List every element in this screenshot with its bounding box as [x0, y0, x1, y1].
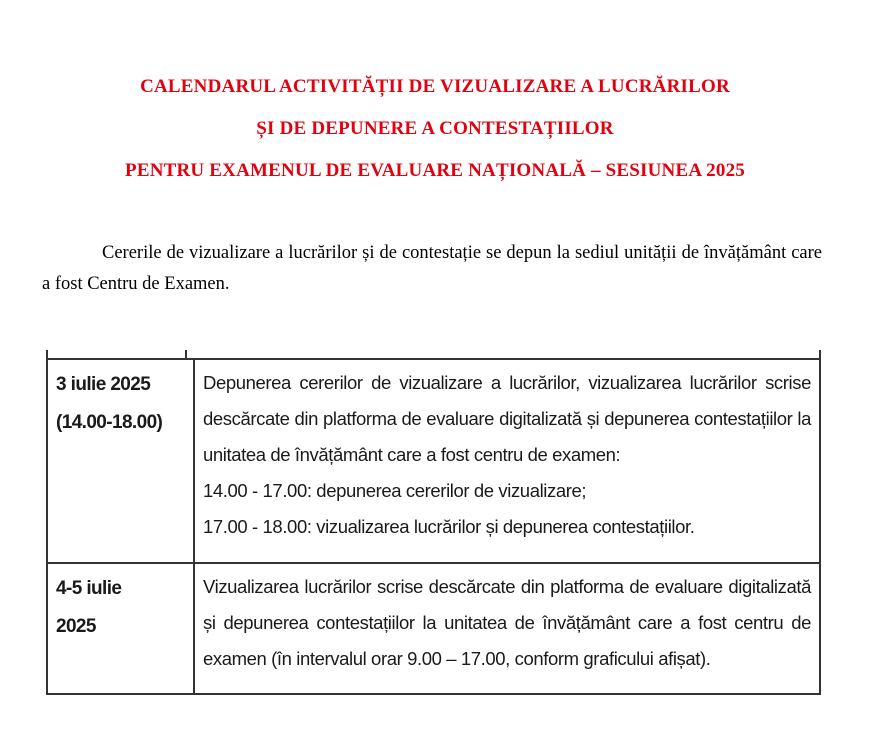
time-range: (14.00-18.00) [56, 412, 163, 433]
date-cell [47, 359, 194, 563]
detail-line: 14.00 - 17.00: depunerea cererilor de vizualizare; [203, 480, 587, 501]
schedule-table-scan [46, 350, 821, 685]
title-line-3: PENTRU EXAMENUL DE EVALUARE NAȚIONALĂ – SESIUNEA 2025 [125, 160, 745, 181]
title-line-1: CALENDARUL ACTIVITĂȚII DE VIZUALIZARE A LUCRĂRILOR [140, 76, 730, 97]
table-row [47, 563, 820, 694]
table-row [47, 359, 820, 563]
description-cell [194, 359, 820, 563]
date-cell [47, 563, 194, 694]
date-line: 4-5 iulie [56, 578, 122, 599]
intro-paragraph [42, 238, 822, 300]
date-line: 2025 [56, 616, 96, 637]
description-cell [194, 563, 820, 694]
date-line: 3 iulie 2025 [56, 374, 151, 395]
description-text: Vizualizarea lucrărilor scrise descărcate din platforma de evaluare digitalizată și depunerea contestațiilor la unitatea de învățământ care a fost centru de examen (în intervalul orar 9.00 – 17.00, conform graficului afișat). [203, 576, 811, 669]
schedule-table [46, 358, 821, 695]
description-text: Depunerea cererilor de vizualizare a lucrărilor, vizualizarea lucrărilor scrise descărcate din platforma de evaluare digitalizată și depunerea contestațiilor la unitatea de învățământ care a fost centru de examen: [203, 372, 811, 465]
title-line-2: ȘI DE DEPUNERE A CONTESTAȚIILOR [256, 118, 614, 139]
table-cut-top [46, 350, 821, 358]
detail-line: 17.00 - 18.00: vizualizarea lucrărilor și depunerea contestațiilor. [203, 516, 695, 537]
intro-text: Cererile de vizualizare a lucrărilor și de contestație se depun la sediul unității de învățământ care a fost Centru de Examen. [42, 243, 822, 294]
